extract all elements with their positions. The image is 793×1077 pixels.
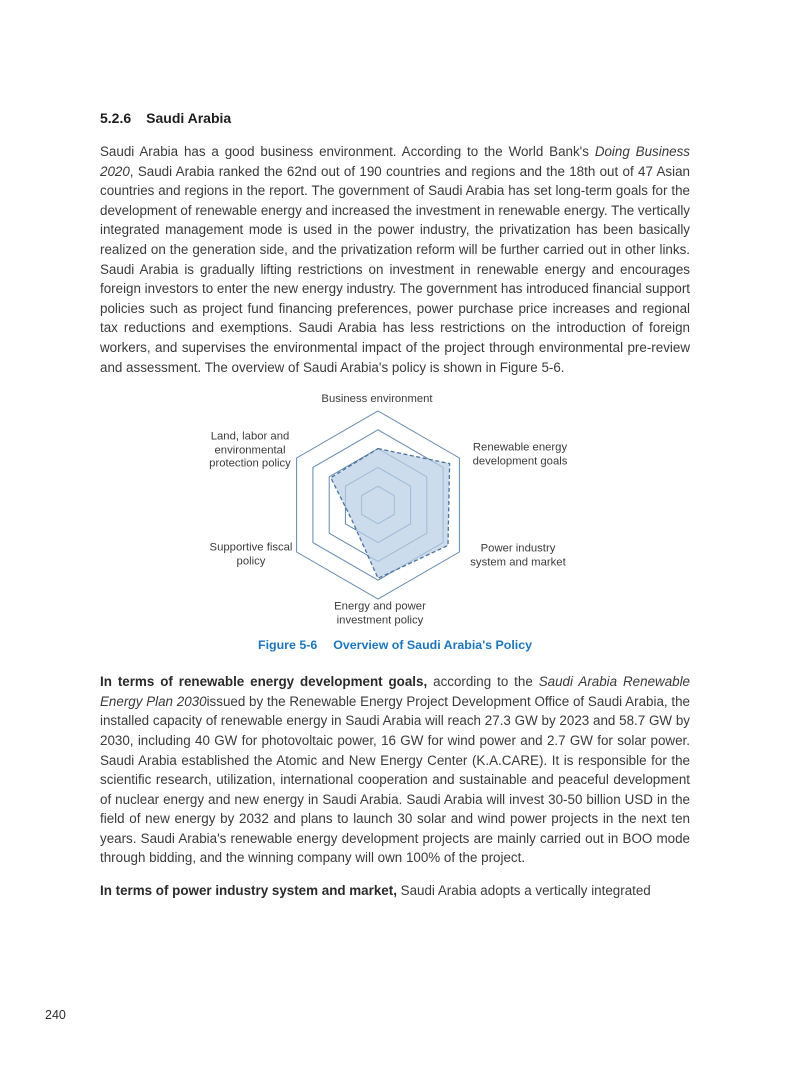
axis-label-business-environment <box>321 393 432 407</box>
axis-label-line: protection policy <box>209 457 291 470</box>
axis-label-line: policy <box>236 555 266 568</box>
section-title: Saudi Arabia <box>146 110 232 126</box>
axis-label-land-labor-environmental-protection-policy <box>209 431 291 472</box>
axis-label-line: Land, labor and <box>210 430 290 443</box>
text-run: according to the <box>427 674 539 690</box>
text-run: In terms of renewable energy development goals, <box>100 674 428 690</box>
section-number: 5.2.6 <box>100 110 132 126</box>
text-run: Saudi Arabia adopts a vertically integrated <box>396 883 651 899</box>
axis-label-line: development goals <box>472 455 568 468</box>
figure-caption-label: Figure 5-6 <box>258 638 318 653</box>
axis-label-power-industry-system-and-market <box>470 543 565 570</box>
axis-label-line: Energy and power <box>334 600 426 613</box>
paragraph-business-environment <box>100 142 690 377</box>
radar-chart-svg <box>100 391 690 631</box>
figure-5-6 <box>100 391 690 652</box>
radar-data-polygon <box>331 449 450 579</box>
figure-caption <box>100 638 690 652</box>
axis-label-line: investment policy <box>336 614 424 627</box>
paragraph-power-industry-system <box>100 881 690 901</box>
axis-label-energy-and-power-investment-policy <box>334 601 426 628</box>
radar-chart <box>100 391 690 631</box>
paragraph-renewable-energy-goals <box>100 672 690 868</box>
axis-label-renewable-energy-development-goals <box>473 442 568 469</box>
page-number: 240 <box>45 1008 66 1022</box>
section-heading <box>100 110 690 126</box>
axis-label-line: Power industry <box>480 542 556 555</box>
axis-label-line: Business environment <box>321 393 433 406</box>
text-run: Doing Business 2020 <box>100 144 691 179</box>
axis-label-line: Renewable energy <box>472 441 568 454</box>
axis-label-line: environmental <box>214 444 286 457</box>
text-run: In terms of power industry system and market, <box>100 883 397 899</box>
text-run: Saudi Arabia Renewable Energy Plan 2030 <box>100 674 691 709</box>
text-run: , Saudi Arabia ranked the 62nd out of 190 countries and regions and the 18th out of 47 Asian countries and regions in the report. The government of Saudi Arabia has set long-term goals for the development of renewable energy and increased the investment in renewable energy. The vertically integrated management mode is used in the power industry, the privatization has been basically realized on the generation side, and the privatization reform will be further carried out in other links. Saudi Arabia is gradually lifting restrictions on investment in renewable energy and encourages foreign investors to enter the new energy industry. The government has introduced financial support policies such as project fund financing preferences, power purchase price increases and regional tax reductions and exemptions. Saudi Arabia has less restrictions on the introduction of foreign workers, and supervises the environmental impact of the project through environmental pre-review and assessment. The overview of Saudi Arabia's policy is shown in Figure 5-6. <box>100 163 690 375</box>
axis-label-line: Supportive fiscal <box>209 541 293 554</box>
text-run: Saudi Arabia has a good business environment. According to the World Bank's <box>100 144 595 159</box>
figure-caption-title: Overview of Saudi Arabia's Policy <box>333 638 532 653</box>
text-run: issued by the Renewable Energy Project Development Office of Saudi Arabia, the installed capacity of renewable energy in Saudi Arabia will reach 27.3 GW by 2023 and 58.7 GW by 2030, including 40 GW for photovoltaic power, 16 GW for wind power and 2.7 GW for solar power. Saudi Arabia established the Atomic and New Energy Center (K.A.CARE). It is responsible for the scientific research, utilization, international cooperation and sustainable and peaceful development of nuclear energy and new energy in Saudi Arabia. Saudi Arabia will invest 30-50 billion USD in the field of new energy by 2032 and plans to launch 30 solar and wind power projects in the next ten years. Saudi Arabia's renewable energy development projects are mainly carried out in BOO mode through bidding, and the winning company will own 100% of the project. <box>100 693 691 866</box>
axis-label-supportive-fiscal-policy <box>210 542 293 569</box>
axis-label-line: system and market <box>470 556 566 569</box>
